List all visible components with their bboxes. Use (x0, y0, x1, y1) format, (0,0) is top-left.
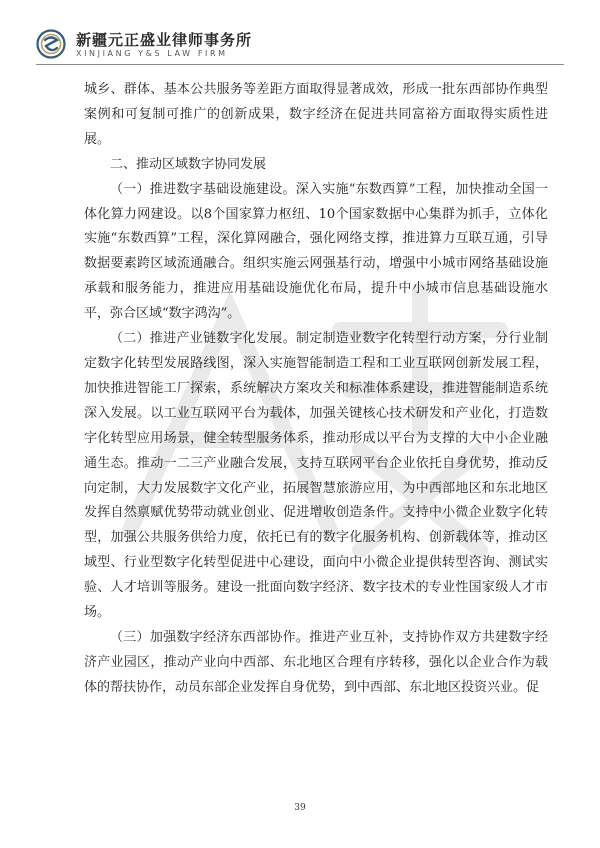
paragraph: （三）加强数字经济东西部协作。推进产业互补，支持协作双方共建数字经济产业园区，推动产业向中西部、东北地区合理有序转移，强化以企业合作为载体的帮扶协作，动员东部企业发挥自身优势，到中西部、东北地区投资兴业。促 (84, 629, 548, 695)
page-header (36, 27, 556, 67)
firm-name-cn: 新疆元正盛业律师事务所 (76, 31, 253, 49)
page-number: 39 (294, 803, 306, 813)
header-divider (36, 64, 564, 65)
section-heading: 二、推动区域数字协同发展 (110, 156, 267, 172)
document-body (84, 78, 548, 701)
paragraph: （二）推进产业链数字化发展。制定制造业数字化转型行动方案，分行业制定数字化转型发展路线图，深入实施智能制造工程和工业互联网创新发展工程，加快推进智能工厂探索，系统解决方案攻关和标准体系建设，推进智能制造系统深入发展。以工业互联网平台为载体，加强关键核心技术研发和产业化，打造数字化转型应用场景，健全转型服务体系，推动形成以平台为支撑的大中小企业融通生态。推动一二三产业融合发展，支持互联网平台企业依托自身优势，推动反向定制，大力发展数字文化产业，拓展智慧旅游应用，为中西部地区和东北地区发挥自然禀赋优势带动就业创业、促进增收创造条件。支持中小微企业数字化转型，加强公共服务供给力度，依托已有的数字化服务机构、创新载体等，推动区域型、行业型数字化转型促进中心建设，面向中小微企业提供转型咨询、测试实验、人才培训等服务。建设一批面向数字经济、数字技术的专业性国家级人才市场。 (84, 331, 548, 621)
paragraph: （一）推进数字基础设施建设。深入实施“东数西算”工程，加快推动全国一体化算力网建设。以8个国家算力枢纽、10个国家数据中心集群为抓手，立体化实施“东数西算”工程，深化算网融合，强化网络支撑，推进算力互联互通，引导数据要素跨区域流通融合。组织实施云网强基行动，增强中小城市网络基础设施承载和服务能力，推进应用基础设施优化布局，提升中小城市信息基础设施水平，弥合区域“数字鸿沟”。 (84, 181, 548, 322)
paragraph: 城乡、群体、基本公共服务等差距方面取得显著成效，形成一批东西部协作典型案例和可复制可推广的创新成果，数字经济在促进共同富裕方面取得实质性进展。 (84, 82, 548, 147)
firm-name-en: XINJIANG Y&S LAW FIRM (76, 49, 228, 58)
firm-logo-icon (36, 29, 66, 59)
